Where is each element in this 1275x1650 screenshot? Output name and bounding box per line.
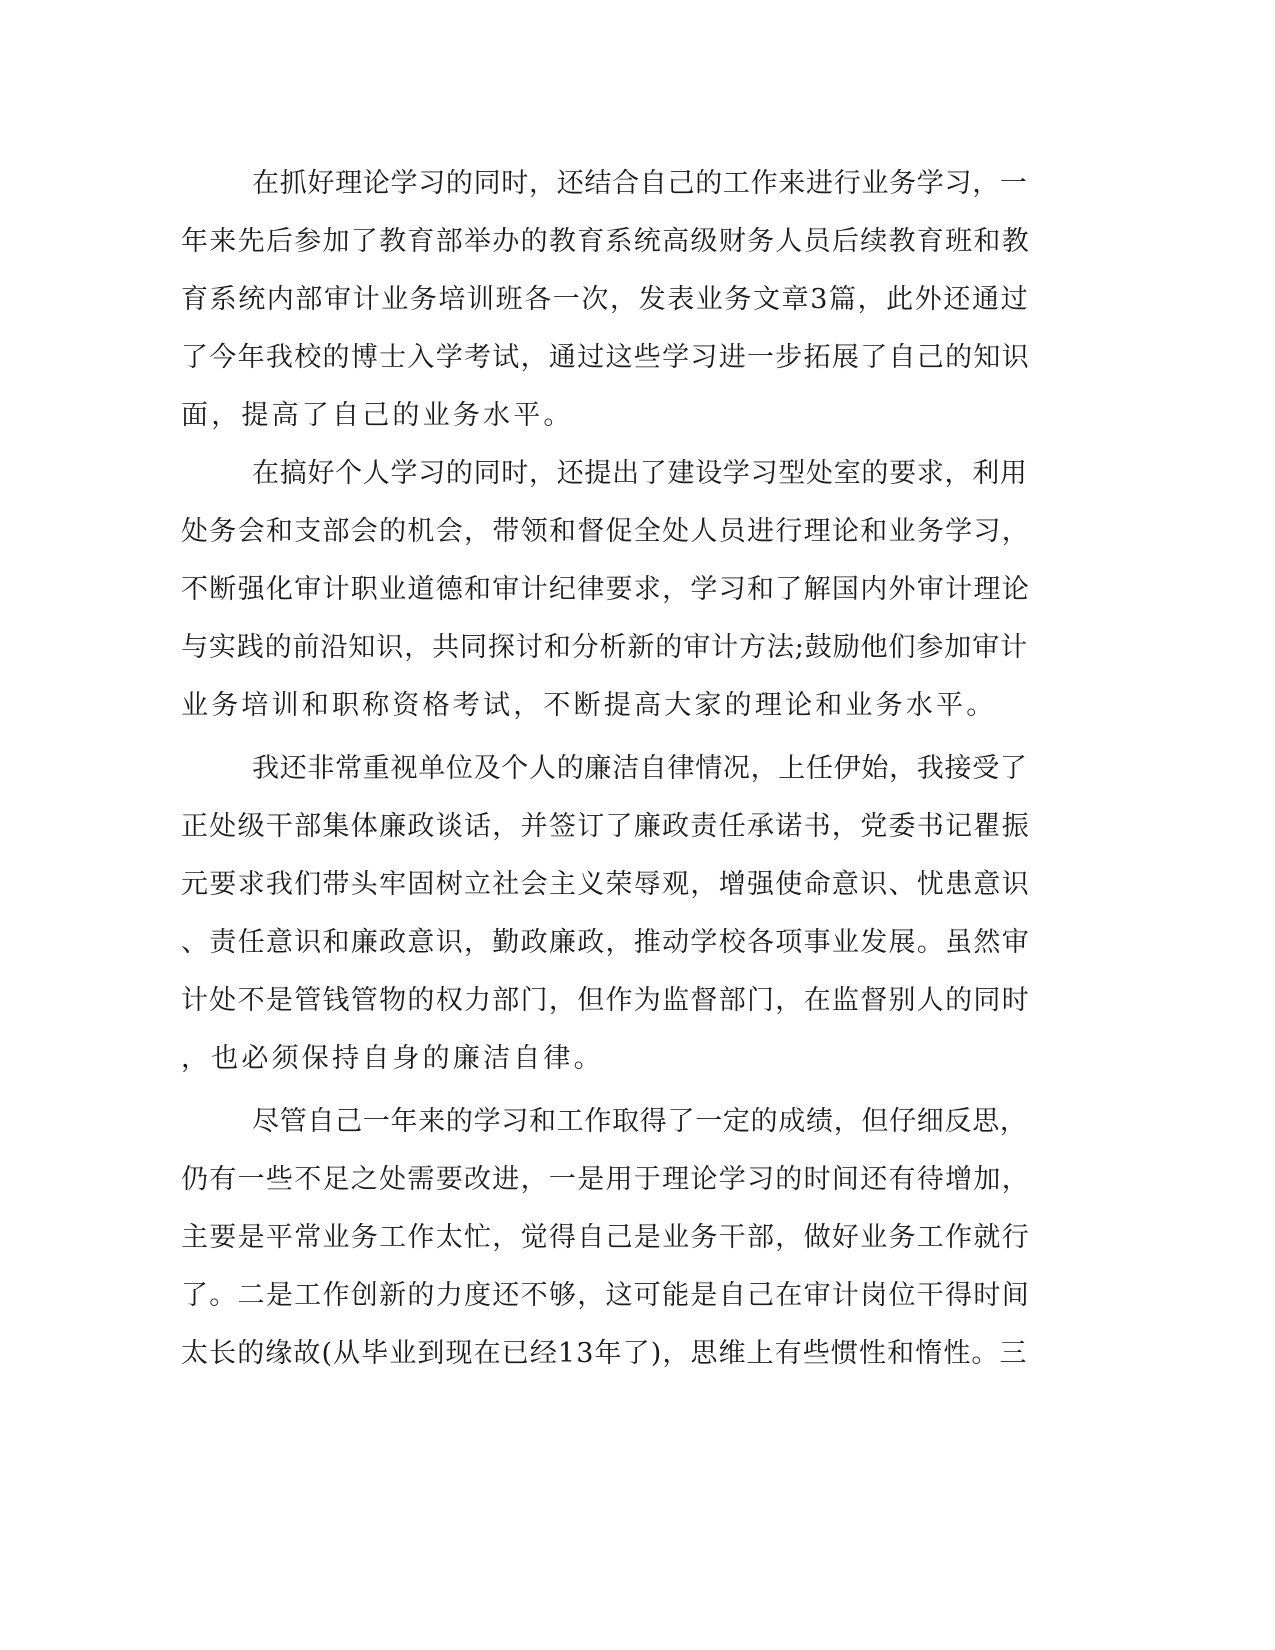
paragraph-1-line-4: 了今年我校的博士入学考试，通过这些学习进一步拓展了自己的知识 <box>181 342 1030 373</box>
paragraph-4-line-2: 仍有一些不足之处需要改进，一是用于理论学习的时间还有待增加， <box>181 1164 1030 1195</box>
paragraph-3-line-2: 正处级干部集体廉政谈话，并签订了廉政责任承诺书，党委书记瞿振 <box>181 811 1030 842</box>
paragraph-2-line-4: 与实践的前沿知识，共同探讨和分析新的审计方法;鼓励他们参加审计 <box>181 632 1028 663</box>
paragraph-1-line-2: 年来先后参加了教育部举办的教育系统高级财务人员后续教育班和教 <box>181 226 1030 257</box>
paragraph-1-line-3: 育系统内部审计业务培训班各一次，发表业务文章3篇，此外还通过 <box>181 284 1030 315</box>
paragraph-3-line-5: 计处不是管钱管物的权力部门，但作为监督部门，在监督别人的同时 <box>181 985 1030 1016</box>
paragraph-3-line-3: 元要求我们带头牢固树立社会主义荣辱观，增强使命意识、忧患意识 <box>181 869 1030 900</box>
paragraph-1-line-1: 在抓好理论学习的同时，还结合自己的工作来进行业务学习，一 <box>252 168 1028 199</box>
paragraph-3-line-6: ，也必须保持自身的廉洁自律。 <box>181 1043 604 1074</box>
paragraph-2-line-1: 在搞好个人学习的同时，还提出了建设学习型处室的要求，利用 <box>252 458 1028 489</box>
paragraph-2-line-2: 处务会和支部会的机会，带领和督促全处人员进行理论和业务学习， <box>181 516 1030 547</box>
paragraph-1-line-5: 面，提高了自己的业务水平。 <box>181 400 574 431</box>
paragraph-4-line-4: 了。二是工作创新的力度还不够，这可能是自己在审计岗位干得时间 <box>181 1280 1030 1311</box>
paragraph-3-line-1: 我还非常重视单位及个人的廉洁自律情况，上任伊始，我接受了 <box>252 753 1028 784</box>
paragraph-4-line-3: 主要是平常业务工作太忙，觉得自己是业务干部，做好业务工作就行 <box>181 1222 1030 1253</box>
paragraph-2-line-5: 业务培训和职称资格考试，不断提高大家的理论和业务水平。 <box>181 690 997 721</box>
paragraph-2-line-3: 不断强化审计职业道德和审计纪律要求，学习和了解国内外审计理论 <box>181 574 1030 605</box>
paragraph-4-line-5: 太长的缘故(从毕业到现在已经13年了)，思维上有些惯性和惰性。三 <box>181 1338 1028 1369</box>
paragraph-4-line-1: 尽管自己一年来的学习和工作取得了一定的成绩，但仔细反思， <box>252 1106 1028 1137</box>
paragraph-3-line-4: 、责任意识和廉政意识，勤政廉政，推动学校各项事业发展。虽然审 <box>181 927 1030 958</box>
